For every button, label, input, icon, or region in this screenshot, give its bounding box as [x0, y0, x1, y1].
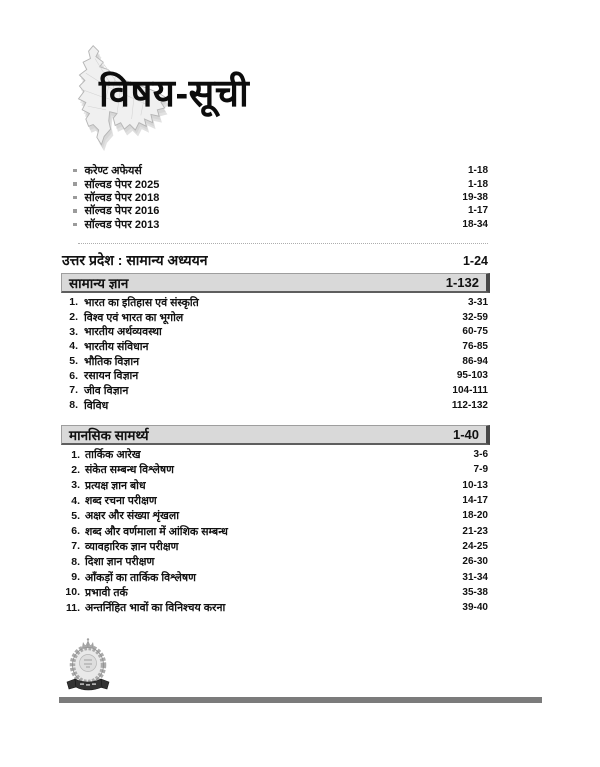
bullet-square-icon [73, 196, 77, 200]
toc-pages: 18-20 [462, 510, 488, 522]
list-item [73, 164, 488, 177]
toc-no: 10. [65, 586, 80, 599]
dotted-divider [78, 243, 488, 244]
section-pages: 1-132 [445, 275, 479, 290]
toc-no: 4. [69, 340, 78, 353]
toc-row [62, 600, 488, 615]
bullet-square-icon [73, 182, 77, 186]
section-header-general-knowledge [61, 273, 490, 293]
toc-row [62, 368, 488, 383]
toc-row [62, 493, 488, 508]
toc-pages: 32-59 [462, 311, 488, 323]
toc-title: विविध [84, 399, 109, 412]
toc-title: भारतीय अर्थव्यवस्था [84, 326, 162, 339]
list-item [73, 191, 488, 204]
toc-no: 9. [71, 571, 80, 584]
page-title: विषय-सूची [99, 73, 250, 115]
toc-row [62, 354, 488, 369]
toc-no: 3. [69, 325, 78, 338]
toc-title: आँकड़ों का तार्किक विश्लेषण [85, 571, 196, 584]
toc-no: 8. [69, 399, 78, 412]
toc-row [62, 478, 488, 493]
section-title: मानसिक सामर्थ्य [69, 427, 149, 443]
item-label: सॉल्वड पेपर 2016 [84, 205, 160, 218]
toc-title: शब्द और वर्णमाला में आंशिक सम्बन्ध [85, 525, 228, 538]
toc-row [62, 447, 488, 462]
bullet-square-icon [73, 223, 77, 227]
toc-pages: 10-13 [462, 479, 488, 491]
toc-pages: 7-9 [473, 464, 488, 476]
item-pages: 19-38 [462, 191, 488, 203]
toc-title: संकेत सम्बन्ध विश्लेषण [85, 464, 174, 477]
toc-title: अक्षर और संख्या शृंखला [85, 510, 180, 523]
toc-pages: 35-38 [462, 586, 488, 598]
toc-pages: 76-85 [462, 340, 488, 352]
up-gs-label: उत्तर प्रदेश : सामान्य अध्ययन [62, 252, 208, 268]
toc-pages: 26-30 [462, 556, 488, 568]
item-label: सॉल्वड पेपर 2013 [84, 218, 160, 231]
toc-no: 2. [69, 311, 78, 324]
toc-title: भारतीय संविधान [84, 340, 149, 353]
toc-row [62, 324, 488, 339]
toc-title: भौतिक विज्ञान [84, 355, 140, 368]
toc-title: दिशा ज्ञान परीक्षण [85, 556, 155, 569]
toc-no: 6. [71, 525, 80, 538]
toc-no: 8. [71, 555, 80, 568]
toc-no: 7. [71, 540, 80, 553]
toc-row [62, 398, 488, 413]
item-label: सॉल्वड पेपर 2025 [84, 178, 160, 191]
list-item [73, 177, 488, 190]
toc-row [62, 339, 488, 354]
toc-no: 7. [69, 384, 78, 397]
toc-no: 5. [71, 509, 80, 522]
toc-pages: 21-23 [462, 525, 488, 537]
up-police-emblem-icon [60, 637, 116, 697]
item-pages: 1-17 [467, 205, 488, 217]
toc-title: प्रत्यक्ष ज्ञान बोध [85, 479, 146, 492]
toc-title: शब्द रचना परीक्षण [85, 495, 157, 508]
toc-no: 2. [71, 463, 80, 476]
item-pages: 1-18 [467, 178, 488, 190]
toc-pages: 104-111 [452, 384, 488, 396]
toc-no: 11. [65, 601, 80, 614]
toc-pages: 95-103 [456, 370, 488, 382]
up-gs-pages: 1-24 [462, 253, 488, 268]
toc-row [62, 462, 488, 477]
toc-title: रसायन विज्ञान [84, 370, 139, 383]
toc-no: 6. [69, 369, 78, 382]
toc-no: 3. [71, 479, 80, 492]
toc-pages: 31-34 [462, 571, 488, 583]
section-header-mental-ability [61, 425, 490, 445]
toc-title: व्यावहारिक ज्ञान परीक्षण [85, 540, 179, 553]
section-title: सामान्य ज्ञान [69, 275, 129, 291]
toc-title: विश्व एवं भारत का भूगोल [84, 311, 184, 324]
solved-papers-list [73, 164, 488, 231]
footer-rule [59, 697, 542, 703]
item-pages: 1-18 [467, 165, 488, 177]
bullet-square-icon [73, 169, 77, 173]
toc-title: जीव विज्ञान [84, 384, 129, 397]
bullet-square-icon [73, 209, 77, 213]
toc-pages: 3-31 [467, 296, 488, 308]
toc-row [62, 310, 488, 325]
toc-row [62, 539, 488, 554]
toc-pages: 112-132 [451, 399, 488, 411]
item-label: करेण्ट अफेयर्स [84, 165, 142, 178]
up-gs-row [62, 250, 488, 271]
toc-pages: 3-6 [473, 449, 488, 461]
toc-pages: 60-75 [462, 326, 488, 338]
toc-no: 1. [69, 296, 78, 309]
section-pages: 1-40 [452, 427, 479, 442]
item-pages: 18-34 [462, 218, 488, 230]
toc-no: 4. [71, 494, 80, 507]
toc-row [62, 295, 488, 310]
toc-row [62, 523, 488, 538]
toc-title: तार्किक आरेख [85, 449, 141, 462]
toc-row [62, 585, 488, 600]
toc-no: 5. [69, 355, 78, 368]
toc-row [62, 508, 488, 523]
toc-row [62, 383, 488, 398]
toc-pages: 39-40 [462, 602, 488, 614]
item-label: सॉल्वड पेपर 2018 [84, 191, 160, 204]
toc-pages: 86-94 [462, 355, 488, 367]
toc-title: अन्तर्निहित भावों का विनिश्चय करना [85, 602, 226, 615]
toc-no: 1. [71, 448, 80, 461]
toc-row [62, 554, 488, 569]
toc-list-general-knowledge [62, 295, 488, 413]
list-item [73, 204, 488, 217]
toc-title: भारत का इतिहास एवं संस्कृति [84, 296, 199, 309]
toc-pages: 24-25 [462, 540, 488, 552]
toc-pages: 14-17 [462, 495, 488, 507]
list-item [73, 218, 488, 231]
toc-title: प्रभावी तर्क [85, 586, 128, 599]
toc-row [62, 569, 488, 584]
toc-list-mental-ability [62, 447, 488, 615]
